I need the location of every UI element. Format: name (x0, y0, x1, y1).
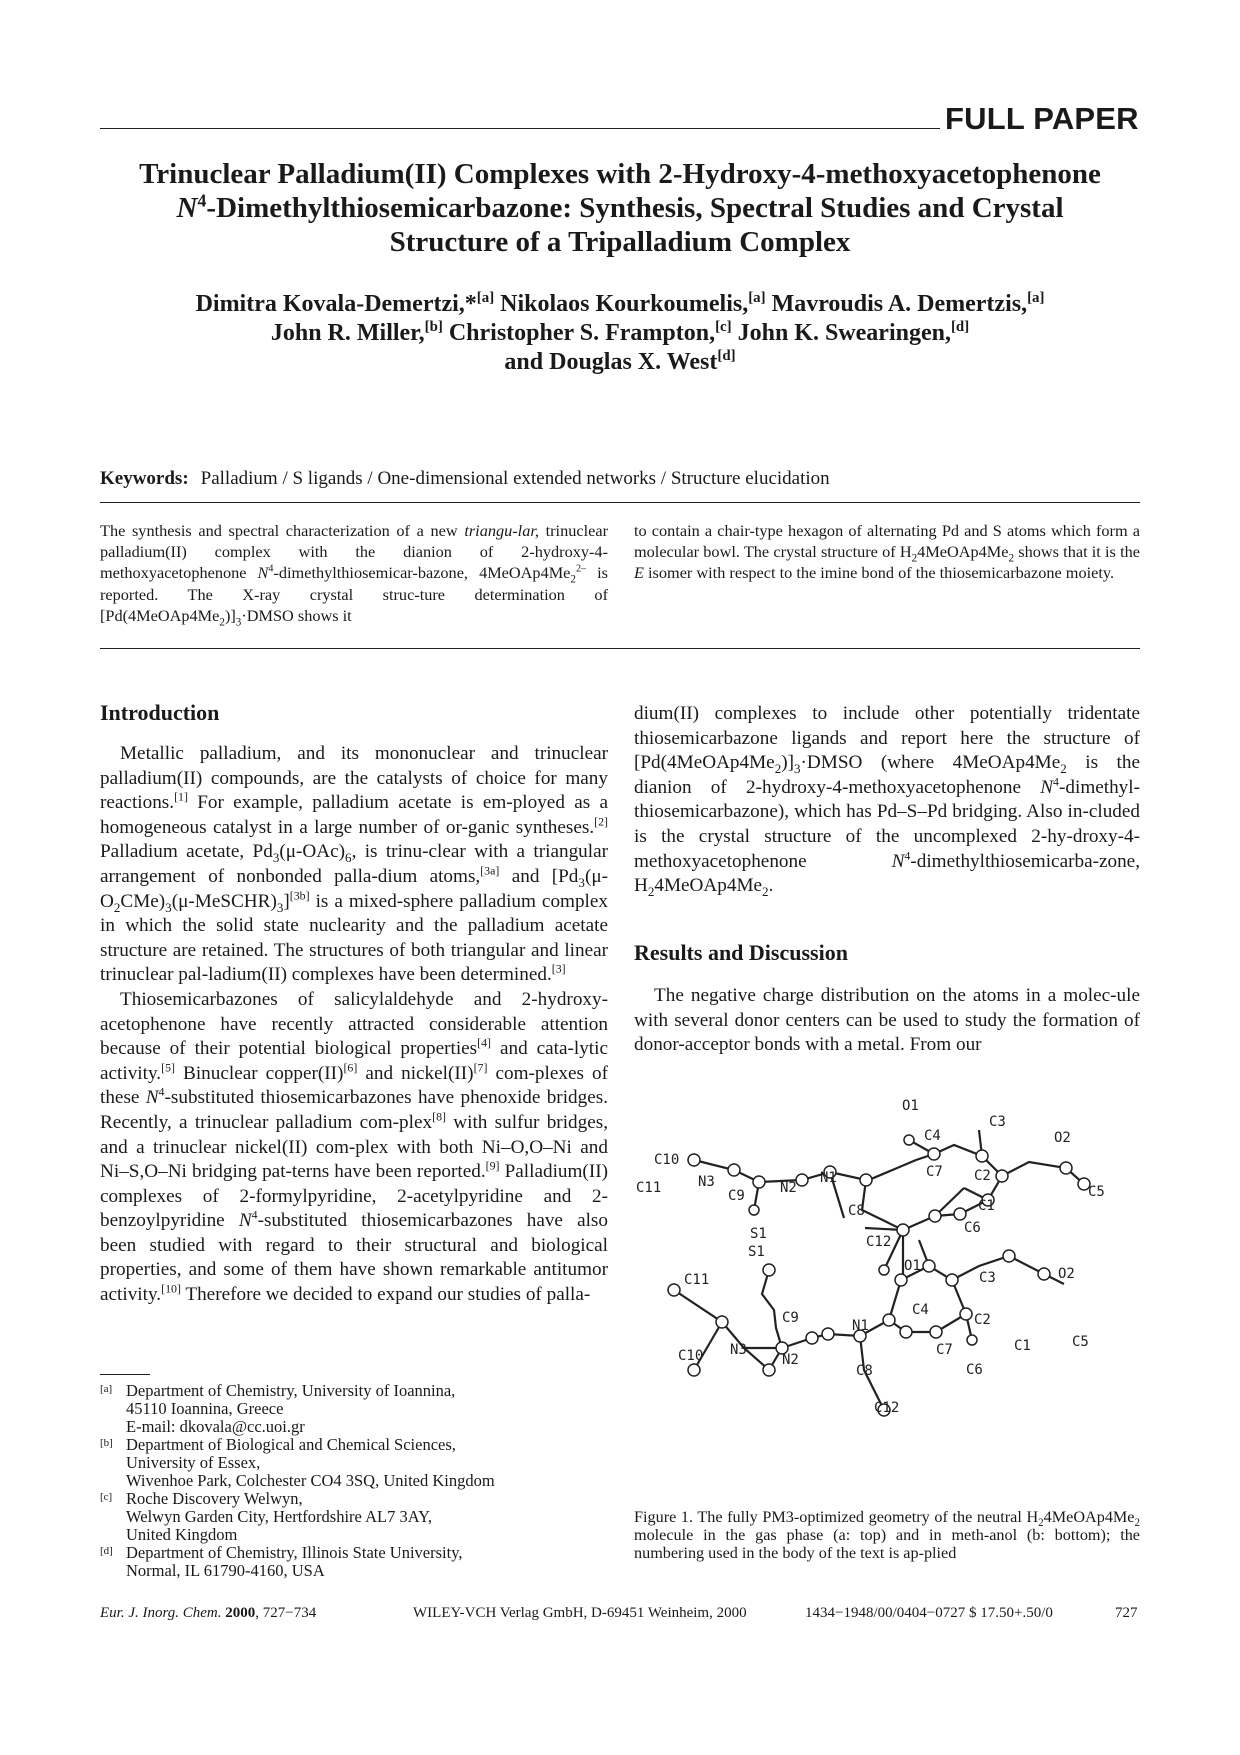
results-heading: Results and Discussion (634, 940, 848, 965)
header-rule (100, 128, 940, 129)
author-list (100, 290, 1140, 377)
keywords-text: Palladium / S ligands / One-dimensional extended networks / Structure elucidation (200, 468, 830, 489)
atom-label: C8 (848, 1203, 865, 1219)
atom-label: N3 (730, 1342, 747, 1358)
atom-label: O1 (904, 1258, 921, 1274)
title-line-1: Trinuclear Palladium(II) Complexes with 2-Hydroxy-4-methoxyacetophenone (139, 158, 1101, 190)
paper-title (100, 157, 1140, 259)
author-name: John K. Swearingen, (737, 320, 951, 346)
atom-label: C4 (912, 1302, 929, 1318)
atom-label: S1 (748, 1244, 765, 1260)
title-line-3: Structure of a Tripalladium Complex (389, 226, 851, 258)
atom-label: C6 (966, 1362, 983, 1378)
atom-label: C6 (964, 1220, 981, 1236)
keywords-rule (100, 502, 1140, 503)
introduction-body (100, 742, 608, 1308)
journal-pages: , 727−734 (255, 1605, 317, 1621)
abstract-left: The synthesis and spectral characterization of a new triangu-lar, trinuclear palladium(II) complex with the dianion of 2-hydroxy-4-methoxyacetophenone $N^4-dimethylthiosemicar$-bazone, $4MeOAp4Me_2^{2-}$ is reported. The X-ray crystal struc-ture determination of $[Pd(4MeOAp4Me_2)]_3\cdot DMSO$ shows it (100, 521, 608, 629)
section-label: FULL PAPER (945, 101, 1139, 136)
author-line-3 (100, 348, 1140, 377)
atom-label: O1 (902, 1098, 919, 1114)
author-line-1 (100, 290, 1140, 319)
atom-label: C4 (924, 1128, 941, 1144)
journal-citation (100, 1605, 316, 1622)
footnote-c: [c] Roche Discovery Welwyn, Welwyn Garden City, Hertfordshire AL7 3AY, United Kingdom (100, 1489, 433, 1544)
atom-label: C11 (684, 1272, 710, 1288)
atom-label: C1 (1014, 1338, 1031, 1354)
footnote-d: [d] Department of Chemistry, Illinois State University, Normal, IL 61790-4160, USA (100, 1543, 463, 1580)
atom-label: O2 (1058, 1266, 1075, 1282)
atom-label: C9 (728, 1188, 745, 1204)
atom-label: C12 (874, 1400, 900, 1416)
atom-label: C5 (1088, 1184, 1105, 1200)
author-affiliation: [d] (717, 348, 736, 364)
atom-label: N3 (698, 1174, 715, 1190)
atom-label: C3 (979, 1270, 996, 1286)
atom-label: O2 (1054, 1130, 1071, 1146)
results-paragraph-1: The negative charge distribution on the atoms in a molec-ule with several donor centers can be used to study the formation of donor-acceptor bonds with a metal. From our (634, 985, 1140, 1056)
atom-label: C12 (866, 1234, 892, 1250)
atom-label: N1 (820, 1170, 837, 1186)
author-name: and Douglas X. West (504, 349, 718, 375)
intro-paragraph-3: dium(II) complexes to include other potentially tridentate thiosemicarbazone ligands and report here the structure of $[Pd(4MeOAp4Me_2)]_3\cdot DMSO$ (where $4MeOAp4Me_2$ is the dianion of 2-hydroxy-4-methoxyacetophenone $N^4-dimethyl-thiosemicarbazone$), which has Pd–S–Pd bridging. Also in-cluded is the crystal structure of the uncomplexed 2-hy-droxy-4-methoxyacetophenone $N^4-dimethylthiosemicarba$-zone, $H_24MeOAp4Me_2$. (634, 703, 1140, 899)
journal-name: Eur. J. Inorg. Chem. (100, 1605, 222, 1621)
atom-label: C10 (678, 1348, 704, 1364)
author-name: Dimitra Kovala-Demertzi,* (195, 291, 477, 317)
author-name: John R. Miller, (270, 320, 425, 346)
author-affiliation: [d] (950, 319, 970, 335)
atom-label: C9 (782, 1310, 799, 1326)
title-line-2: $N^4$-Dimethylthiosemicarbazone: Synthesis, Spectral Studies and Crystal (176, 190, 1064, 224)
introduction-continued (634, 702, 1140, 899)
keywords (100, 468, 830, 490)
issn-line: 1434−1948/00/0404−0727 $ 17.50+.50/0 (805, 1605, 1053, 1621)
author-affiliation: [b] (424, 319, 443, 335)
author-name: Mavroudis A. Demertzis, (771, 291, 1028, 317)
atom-label: N2 (780, 1180, 797, 1196)
footnote-rule (100, 1374, 150, 1375)
abstract-rule (100, 648, 1140, 649)
atom-label: S1 (750, 1226, 767, 1242)
author-affiliation: [a] (748, 290, 766, 306)
author-affiliation: [a] (1027, 290, 1045, 306)
atom-label: C2 (974, 1312, 991, 1328)
molecular-structure-figure (634, 1070, 1140, 1510)
author-line-2 (100, 319, 1140, 348)
atom-label: C7 (926, 1164, 943, 1180)
atom-label: C7 (936, 1342, 953, 1358)
atom-label: C3 (989, 1114, 1006, 1130)
author-affiliation: [a] (476, 290, 495, 306)
molecule-b-bonds (674, 1240, 1064, 1410)
page-number: 727 (1115, 1605, 1138, 1621)
atom-label: C11 (636, 1180, 662, 1196)
intro-paragraph-1: Metallic palladium, and its mononuclear and trinuclear palladium(II) compounds, are the catalysts of choice for many reactions.[1] For example, palladium acetate is em-ployed as a homogeneous catalyst in a large number of or-ganic syntheses.[2] Palladium acetate, $Pd_3(\mu-OAc)_6$, is trinu-clear with a triangular arrangement of nonbonded palla-dium atoms,[3a] and $[Pd_3(\mu-O_2CMe)_3(\mu-MeSCHR)_3][3b]$ is a mixed-sphere palladium complex in which the solid state nuclearity and the palladium acetate structure are retained. The structures of both triangular and linear trinuclear pal-ladium(II) complexes have been determined.[3] (100, 743, 609, 986)
atom-label: C10 (654, 1152, 680, 1168)
footnotes (100, 1382, 620, 1580)
journal-year: 2000 (225, 1605, 256, 1621)
keywords-label: Keywords: (100, 468, 189, 489)
atom-label: C2 (974, 1168, 991, 1184)
author-name: Nikolaos Kourkoumelis, (500, 291, 749, 317)
publisher-line: WILEY-VCH Verlag GmbH, D-69451 Weinheim, 2000 (413, 1605, 747, 1621)
abstract-right: to contain a chair-type hexagon of alternating Pd and S atoms which form a molecular bowl. The crystal structure of $H_24MeOAp4Me_2$ shows that it is the E isomer with respect to the imine bond of the thiosemicarbazone moiety. (634, 521, 1140, 583)
author-name: Christopher S. Frampton, (448, 320, 716, 346)
atom-label: C8 (856, 1363, 873, 1379)
author-affiliation: [c] (715, 319, 732, 335)
atom-label: C1 (978, 1198, 995, 1214)
atom-label: N1 (852, 1318, 869, 1334)
figure-caption: Figure 1. The fully PM3-optimized geometry of the neutral $H_24MeOAp4Me_2$ molecule in the gas phase (a: top) and in meth-anol (b: bottom); the numbering used in the body of the text is ap-plied (634, 1508, 1140, 1562)
atom-label: C5 (1072, 1334, 1089, 1350)
footnote-b: [b] Department of Biological and Chemical Sciences, University of Essex, Wivenhoe Park, Colchester CO4 3SQ, United Kingdom (100, 1435, 495, 1490)
intro-paragraph-2: Thiosemicarbazones of salicylaldehyde and 2-hydroxy-acetophenone have recently attracted considerable attention because of their potential biological properties[4] and cata-lytic activity.[5] Binuclear copper(II)[6] and nickel(II)[7] com-plexes of these $N^4$-substituted thiosemicarbazones have phenoxide bridges. Recently, a trinuclear palladium com-plex[8] with sulfur bridges, and a trinuclear nickel(II) com-plex with both Ni–O,O–Ni and Ni–S,O–Ni bridging pat-terns have been reported.[9] Palladium(II) complexes of 2-formylpyridine, 2-acetylpyridine and 2-benzoylpyridine $N^4$-substituted thiosemicarbazones have also been studied with regard to their structural and biological properties, and some of them have shown remarkable antitumor activity.[10] Therefore we decided to expand our studies of palla- (100, 988, 608, 1306)
results-body (634, 984, 1140, 1058)
introduction-heading: Introduction (100, 700, 220, 725)
footnote-a: [a] Department of Chemistry, University of Ioannina, 45110 Ioannina, Greece E-mail: dkovala@cc.uoi.gr (100, 1381, 456, 1436)
atom-label: N2 (782, 1352, 799, 1368)
